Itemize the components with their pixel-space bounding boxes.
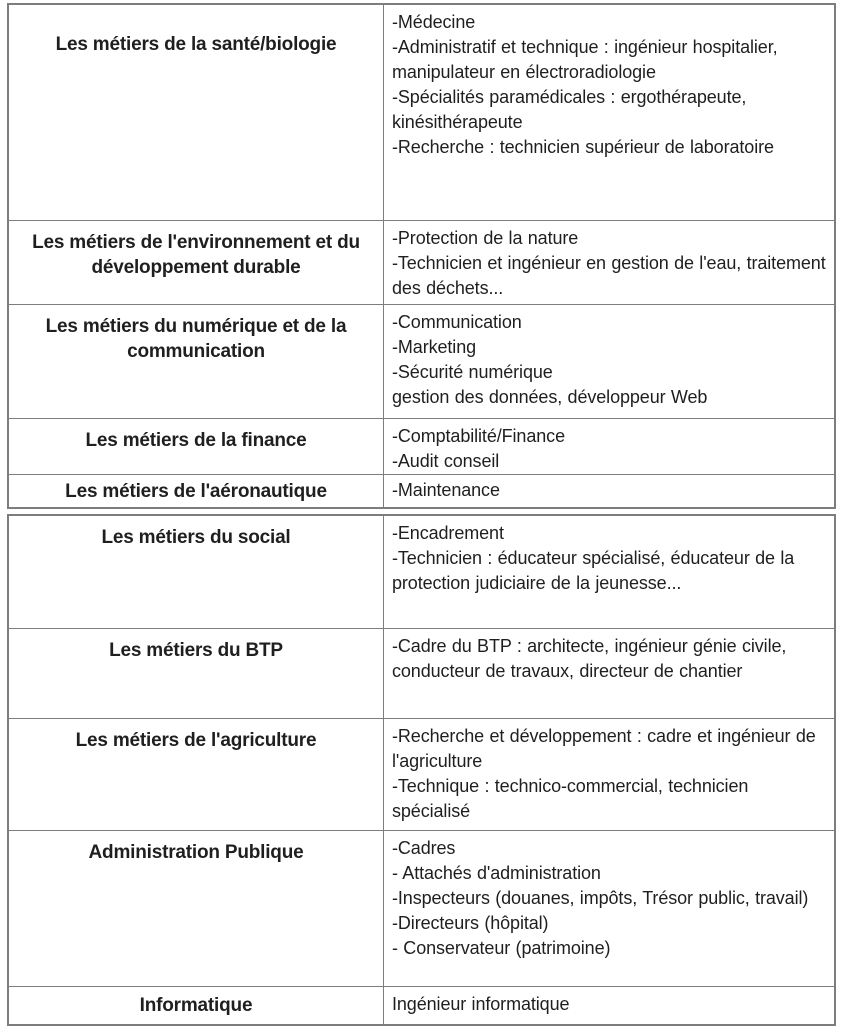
detail-item: -Marketing [392,337,477,357]
category-cell: Informatique [139,995,253,1016]
details-cell [383,475,834,507]
table-row-finance [9,418,834,474]
table-row-agriculture [9,718,834,830]
detail-item: -Inspecteurs (douanes, impôts, Trésor public, travail) [392,888,809,908]
detail-item: Ingénieur informatique [392,994,570,1014]
category-cell: Les métiers de l'aéronautique [65,481,327,502]
detail-item: -Communication [392,312,522,332]
category-cell: Les métiers de l'environnement et du développement durable [32,232,360,278]
table-row-sante-biologie [9,5,834,220]
details-cell [383,5,834,220]
detail-item: -Cadres [392,838,456,858]
table-row-informatique [9,986,834,1024]
details-cell [383,987,834,1024]
detail-item: -Recherche et développement : cadre et ingénieur de l'agriculture [392,726,816,771]
details-cell [383,221,834,304]
details-cell [383,419,834,474]
details-cell [383,305,834,418]
category-cell: Administration Publique [88,842,304,863]
category-cell: Les métiers de la santé/biologie [55,34,337,55]
detail-item: -Cadre du BTP : architecte, ingénieur génie civile, conducteur de travaux, directeur de chantier [392,636,787,681]
detail-item: -Technicien et ingénieur en gestion de l'eau, traitement des déchets... [392,253,826,298]
details-cell [383,719,834,830]
detail-item: gestion des données, développeur Web [392,387,708,407]
table-row-social [9,516,834,628]
detail-item: -Spécialités paramédicales : ergothérapeute, kinésithérapeute [392,87,747,132]
detail-item: -Technique : technico-commercial, technicien spécialisé [392,776,749,821]
detail-item: -Directeurs (hôpital) [392,913,549,933]
table-row-administration-publique [9,830,834,986]
detail-item: -Sécurité numérique [392,362,553,382]
table-row-aeronautique [9,474,834,507]
details-cell [383,516,834,628]
detail-item: -Maintenance [392,480,500,500]
detail-item: - Conservateur (patrimoine) [392,938,611,958]
category-cell: Les métiers du BTP [109,640,283,661]
careers-table-top [7,3,836,509]
category-cell: Les métiers de la finance [85,430,307,451]
table-row-numerique-communication [9,304,834,418]
category-cell: Les métiers de l'agriculture [75,730,317,751]
detail-item: -Médecine [392,12,476,32]
detail-item: - Attachés d'administration [392,863,601,883]
detail-item: -Recherche : technicien supérieur de laboratoire [392,137,774,157]
category-cell: Les métiers du social [101,527,291,548]
detail-item: -Protection de la nature [392,228,579,248]
detail-item: -Comptabilité/Finance [392,426,565,446]
details-cell [383,831,834,986]
table-row-btp [9,628,834,718]
detail-item: -Audit conseil [392,451,500,471]
detail-item: -Administratif et technique : ingénieur hospitalier, manipulateur en électroradiologie [392,37,778,82]
careers-table-bottom [7,514,836,1026]
category-cell: Les métiers du numérique et de la communication [45,316,347,362]
details-cell [383,629,834,718]
detail-item: -Encadrement [392,523,504,543]
table-row-environnement [9,220,834,304]
detail-item: -Technicien : éducateur spécialisé, éducateur de la protection judiciaire de la jeunesse... [392,548,795,593]
